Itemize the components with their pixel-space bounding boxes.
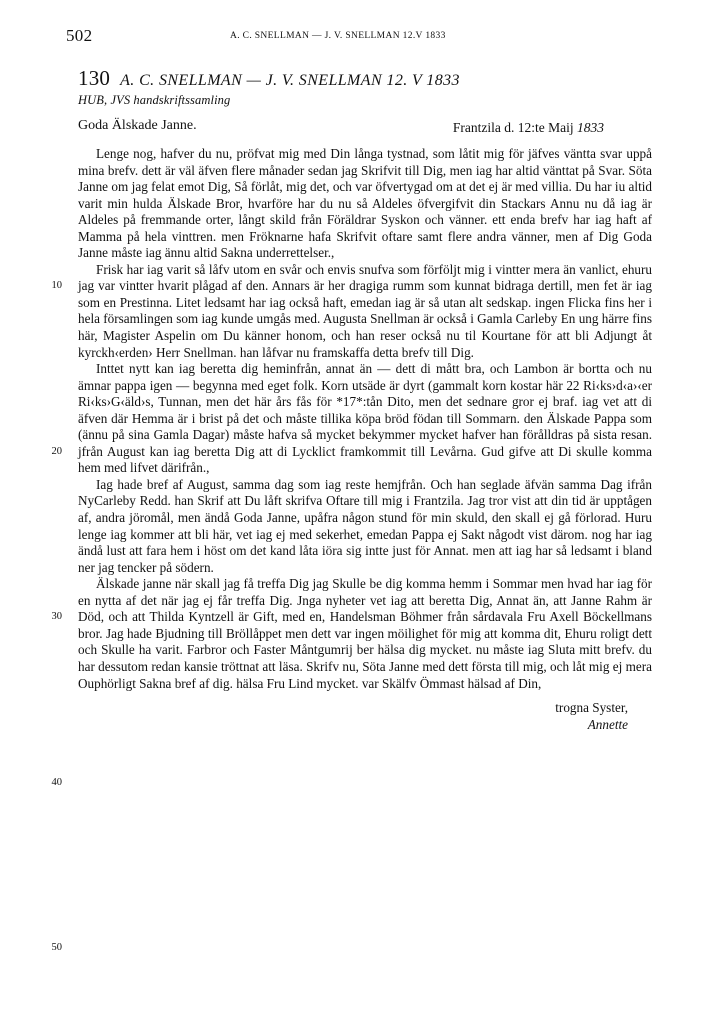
letter-paragraph: Frisk har iag varit så låfv utom en svår och envis snufva som förföljt mig i vintter mera än vanlict, ehuru jag var vintter hvarit plågad af den. Annars är her dragiga rumm som kunnat bidraga dertill, men fet är iag som en Prestinna. Litet ledsamt har iag också haft, emedan iag är så utan alt sedskap. ingen Flicka fins her i hela församlingen som iag kunde umgås med. Augusta Snellman är också i Gamla Carleby En ung härre fins här, Magister Aspelin om Du känner honom, och han reser också nu til Kourtane för att bli Adjungt åt kyrckh‹erden› Herr Snellman. han låfvar nu framskaffa detta brefv till Dig. <box>78 261 652 360</box>
letter-number: 130 <box>78 66 111 90</box>
dateline-place-date: Frantzila d. 12:te Maij <box>452 120 577 135</box>
letter-signature-name: Annette <box>587 716 628 732</box>
line-number: 20 <box>51 445 62 457</box>
dateline-year: 1833 <box>577 120 604 135</box>
letter-signature-block <box>78 700 652 733</box>
letter-closing: trogna Syster, <box>555 700 628 716</box>
running-head-title: A. C. SNELLMAN — J. V. SNELLMAN 12.V 1833 <box>230 31 446 41</box>
letter-title: A. C. SNELLMAN — J. V. SNELLMAN 12. V 1833 <box>120 72 460 89</box>
letter-paragraph: Inttet nytt kan iag beretta dig heminfrån, annat än — dett di mått bra, och Lambon är bortta och nu ämnar pappa igen — begynna med eget folk. Korn utsäde är dyrt (gammalt korn kostar här 22 Ri‹ks›d‹a›‹er Ri‹ks›G‹äld›s, Tunnan, men det här års fås för *17*:tån Dito, men det sednare gror ej braf. iag vet att di äfven där Hemma är i brist på det och måste tillika köpa bröd födan till Sommarn. den Älskade Pappa som (ännu på sina Gamla Dagar) måste hafva så mycket bekymmer mycket hafver han förålldras på sista resan. jfrån August kan iag beretta Dig att di Lycklict framkommit till Levårna. Gud gifve att Di skulle komma hem med lifvet därifrån., <box>78 361 652 476</box>
letter-source: HUB, JVS handskriftssamling <box>78 93 231 107</box>
line-number: 50 <box>51 942 62 954</box>
page-number: 502 <box>66 26 93 45</box>
line-number: 30 <box>51 611 62 623</box>
letter-paragraph: Lenge nog, hafver du nu, pröfvat mig med Din långa tystnad, som låtit mig för jäfves väntta svar uppå mina brefv. dett är väl äfven flere månader sedan jag Skrifvit till Dig, men iag har altid vänttat på Svar. Söta Janne om jag felat emot Dig, Så förlåt, mig det, och var öfvertygad om at det ej är med villia. Du har iu altid varit min hulda Älskade Bror, hvarföre har du nu så Aldeles öfvergifvit din Stackars Annu nu då iag är Aldeles på fremmande orter, långt skild från Föräldrar Syskon och vänner. ett enda brefv har iag haft af Mamma på hela vinttren. men Fröknarne hafa Skrifvit oftare samt flere andra vänner, men af Dig Goda Janne måste iag ännu altid Sakna underrettelser., <box>78 146 652 261</box>
running-head <box>66 26 652 52</box>
line-number-gutter <box>40 146 62 957</box>
line-number: 40 <box>51 776 62 788</box>
letter-salutation: Goda Älskade Janne. <box>78 118 197 133</box>
letter-paragraph: Älskade janne när skall jag få treffa Dig jag Skulle be dig komma hemm i Sommar men hvad har iag för en nytta af det när jag ej får treffa Dig. Jnga nyheter vet iag att beretta Dig, Annat än, att Janne Rahm är Död, och att Thilda Kyntzell är Gift, med en, Handelsman Böhmer från sårdavala Fru Axell Böckellmans bror. Jag hade Bjudning till Bröllåppet men dett var ingen möilighet för mig att komma dit, Ehuru roligt dett och Skulle ha varit. Farbror och Faster Måntgumrij ber hälsa dig mycket. nu måste iag Sluta mitt brefv. du har dessutom redan kansie tröttnat att läsa. Skrifv nu, Söta Janne med dett första till mig, och låt mig ej mera Ouphörligt Sakna bref af dig. hälsa Fru Lind mycket. var Skälfv Ömmast hälsad af Din, <box>78 576 652 691</box>
letter-heading <box>78 66 652 91</box>
line-number: 10 <box>51 280 62 291</box>
letter-paragraph: Iag hade bref af August, samma dag som iag reste hemjfrån. Och han seglade äfvän samma Dag ifrån NyCarleby Redd. han Skrif att Du låft skrifva Oftare till mig i Frantzila. Jag tror vist att din tid är upptågen af, andra jöromål, men ändå Goda Janne, upåfra någon stund för min skuld, den skall ej gå förlorad. Huru lenge iag kommer att bli här, vet iag ej med sekerhet, emedan Pappa ej Sakt någodt vist därom. nog har iag ändå lust att fara hem i höst om det kand låta iöra sig intte just för Annat. men att iag har så ledsamt i bland ner jag tencker på södern. <box>78 476 652 575</box>
